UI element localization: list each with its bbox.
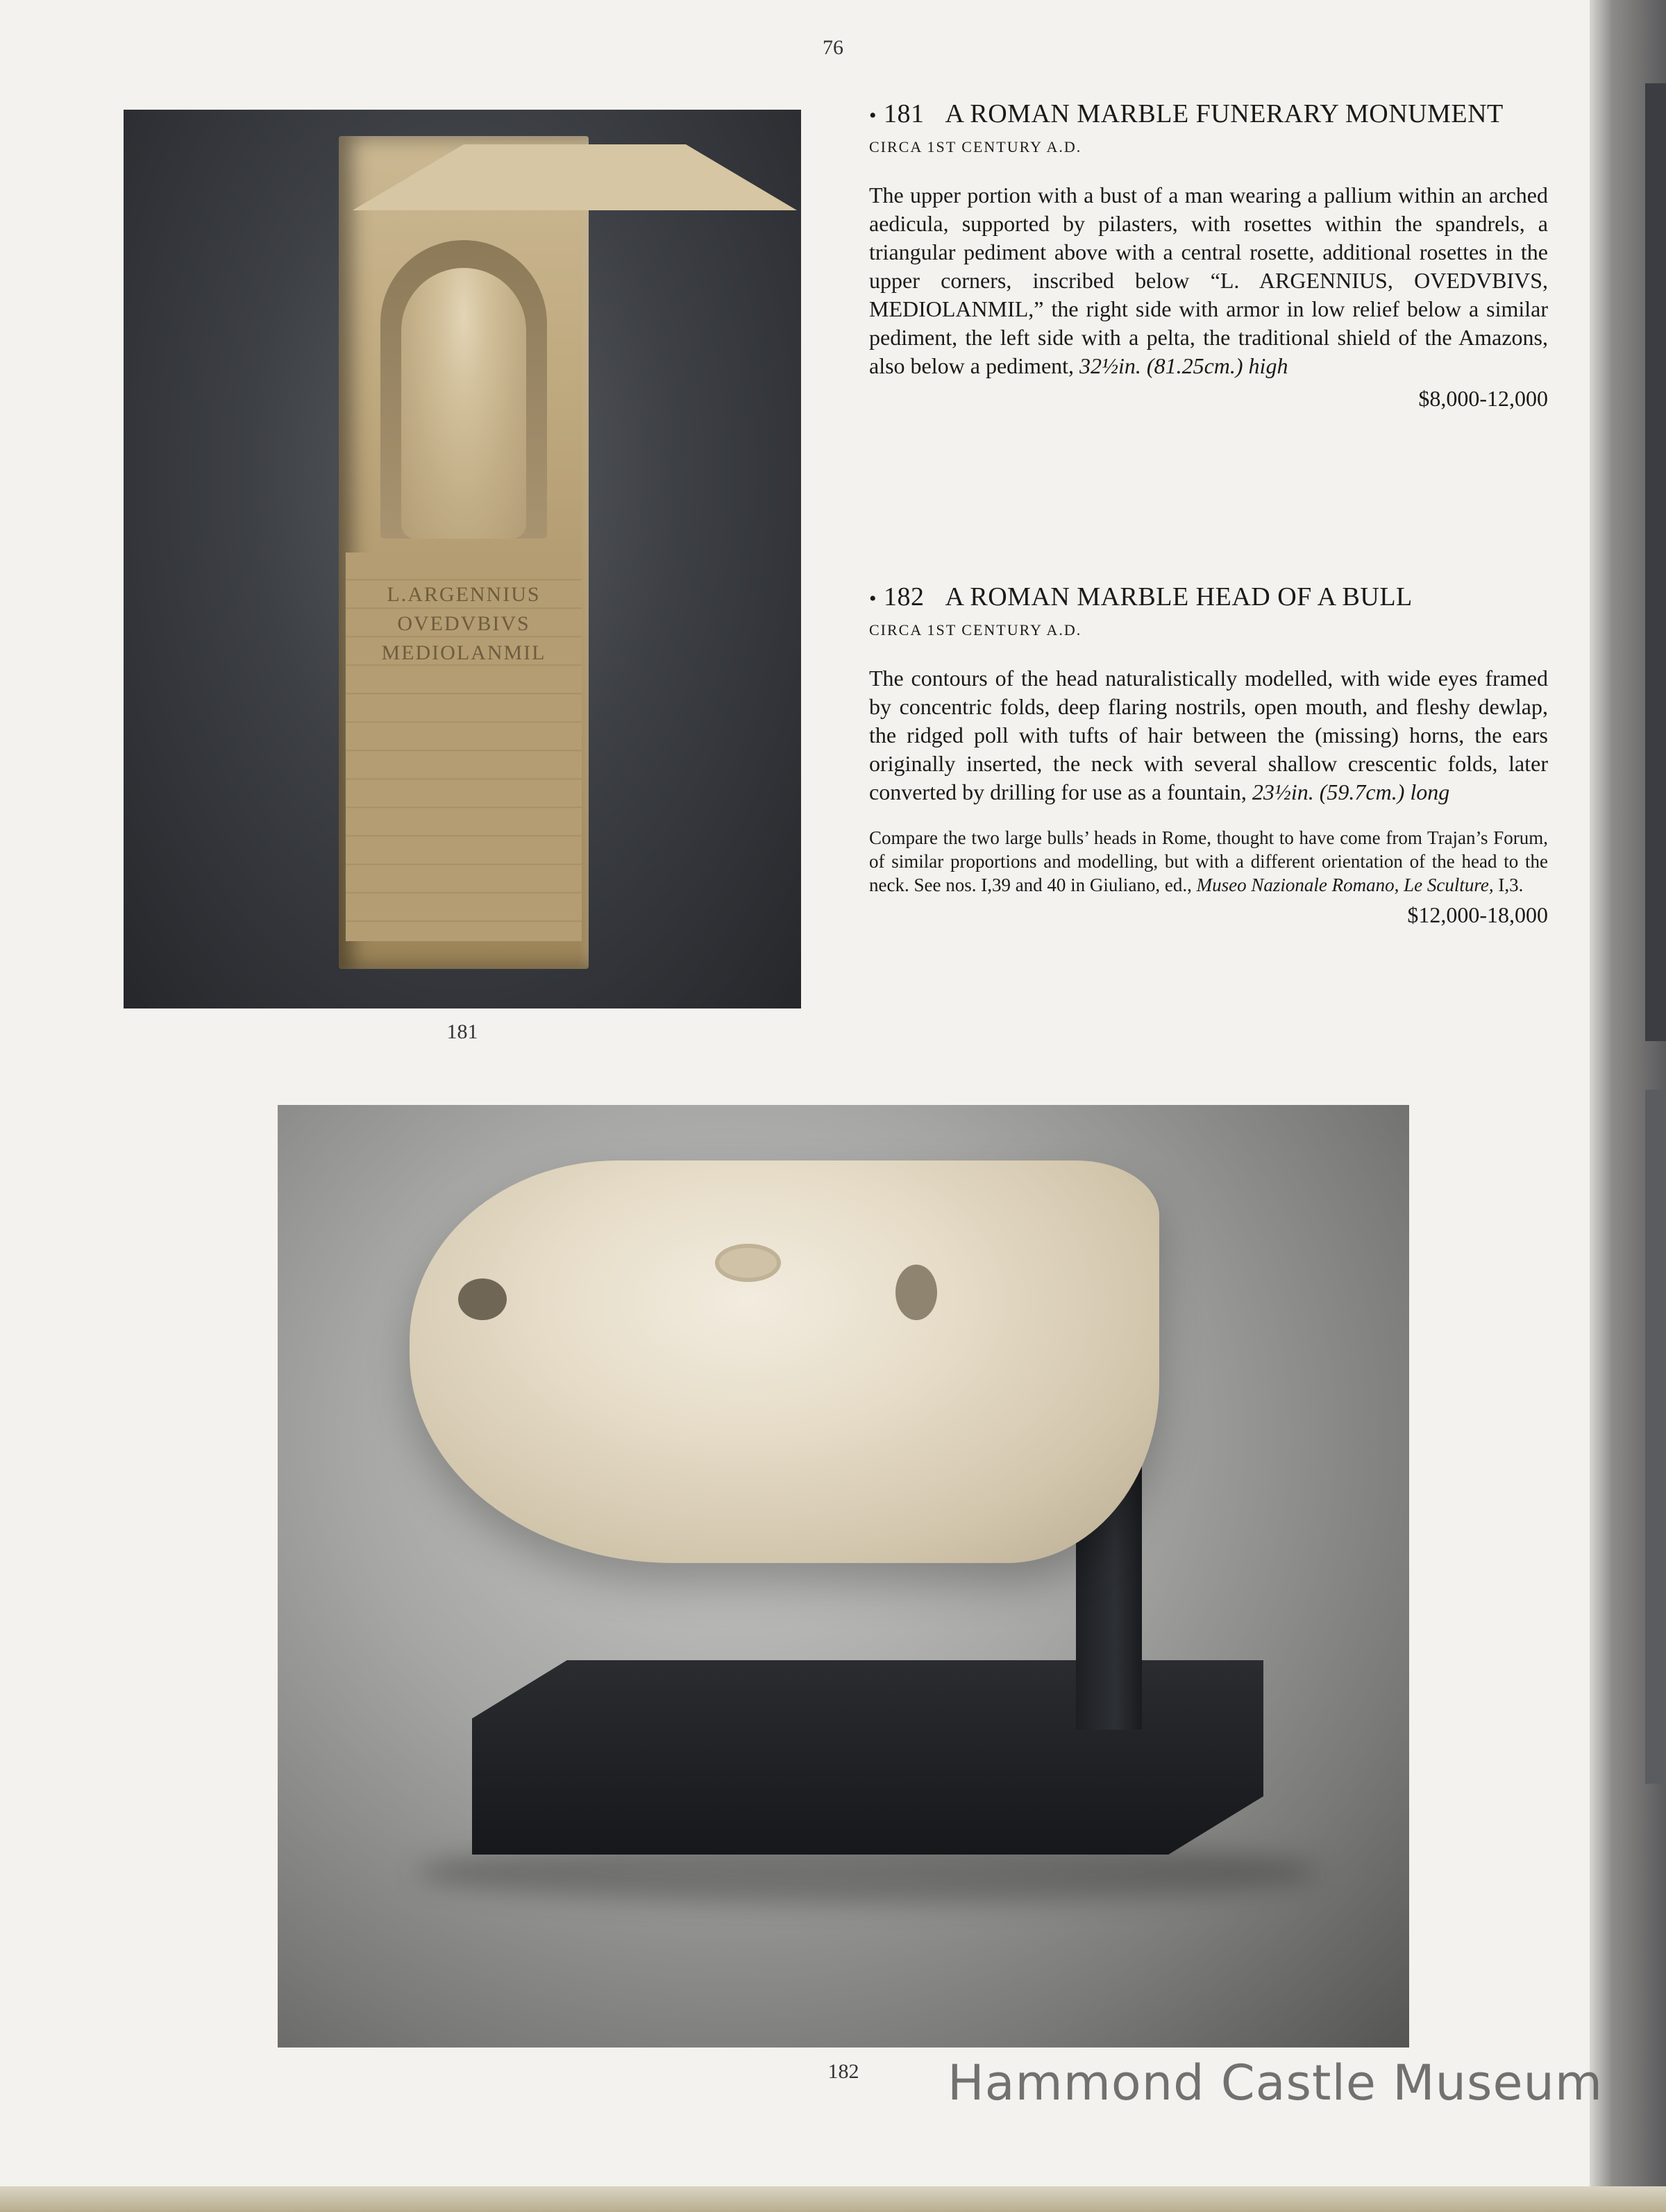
lot-title: A ROMAN MARBLE HEAD OF A BULL [945,582,1413,611]
inscription-line: OVEDVBIVS [397,612,530,635]
lot-number: 181 [884,99,925,128]
funerary-monument-photo [124,110,801,1008]
lot-title: A ROMAN MARBLE FUNERARY MONUMENT [945,99,1504,128]
dimensions: 32½in. (81.25cm.) high [1079,353,1288,378]
photo-caption-182: 182 [827,2060,859,2083]
dimensions: 23½in. (59.7cm.) long [1252,779,1450,804]
inscription-line: MEDIOLANMIL [381,641,546,664]
description-text: The contours of the head naturalistically modelled, with wide eyes framed by concentric folds, deep flaring nostrils, open mouth, and fleshy dewlap, the ridged poll with tufts of hair between the (missing) horns, the ears originally inserted, the neck with several shallow crescentic folds, later converted by drilling for use as a fountain, [869,666,1548,804]
note-text: Compare the two large bulls’ heads in Rome, thought to have come from Trajan’s Forum, of similar proportions and modelling, but with a different orientation of the head to the neck. See nos. I,39 and 40 in Giuliano, ed., [869,827,1548,895]
pediment [353,144,797,210]
lot-date: CIRCA 1ST CENTURY A.D. [869,138,1082,155]
lot-182-heading [869,582,1548,614]
stele-inscription [346,580,582,668]
page-number: 76 [823,36,843,59]
bull-head-sculpture [410,1160,1159,1563]
stele-image [339,136,589,969]
note-reference: Museo Nazionale Romano, Le Sculture, [1196,875,1494,895]
lot-description [869,181,1548,380]
eye [715,1244,781,1282]
estimate: $12,000-18,000 [1407,902,1548,927]
estimate: $8,000-12,000 [1418,386,1548,411]
description-text: The upper portion with a bust of a man wearing a pallium within an arched aedicula, supported by pilasters, with rosettes within the spandrels, a triangular pediment above with a central rosette, additional rosettes in the upper corners, inscribed below “L. ARGENNIUS, OVEDVBIVS, MEDIOLANMIL,” the right side with armor in low relief below a similar pediment, the left side with a pelta, the traditional shield of the Amazons, also below a pediment, [869,183,1548,378]
display-stand-base [472,1660,1263,1855]
bull-head-photo [278,1105,1409,2048]
page-bottom-edge [0,2186,1666,2212]
lot-181-heading [869,99,1548,131]
lot-note [869,826,1548,897]
ear-socket [895,1265,937,1320]
note-text-end: I,3. [1498,875,1524,895]
facing-page-photo [1645,1090,1666,1784]
facing-page-photo [1645,83,1666,1041]
lot-181-entry [869,99,1548,412]
lot-date: CIRCA 1ST CENTURY A.D. [869,621,1082,639]
inscription-line: L.ARGENNIUS [387,583,541,606]
watermark: Hammond Castle Museum [948,2054,1604,2111]
photo-caption-181: 181 [446,1020,478,1043]
bullet-icon: • [869,587,877,610]
nostril [458,1278,507,1320]
lot-description [869,664,1548,807]
bullet-icon: • [869,104,877,127]
bust-relief [401,268,526,539]
lot-number: 182 [884,582,925,611]
lot-182-entry [869,582,1548,928]
